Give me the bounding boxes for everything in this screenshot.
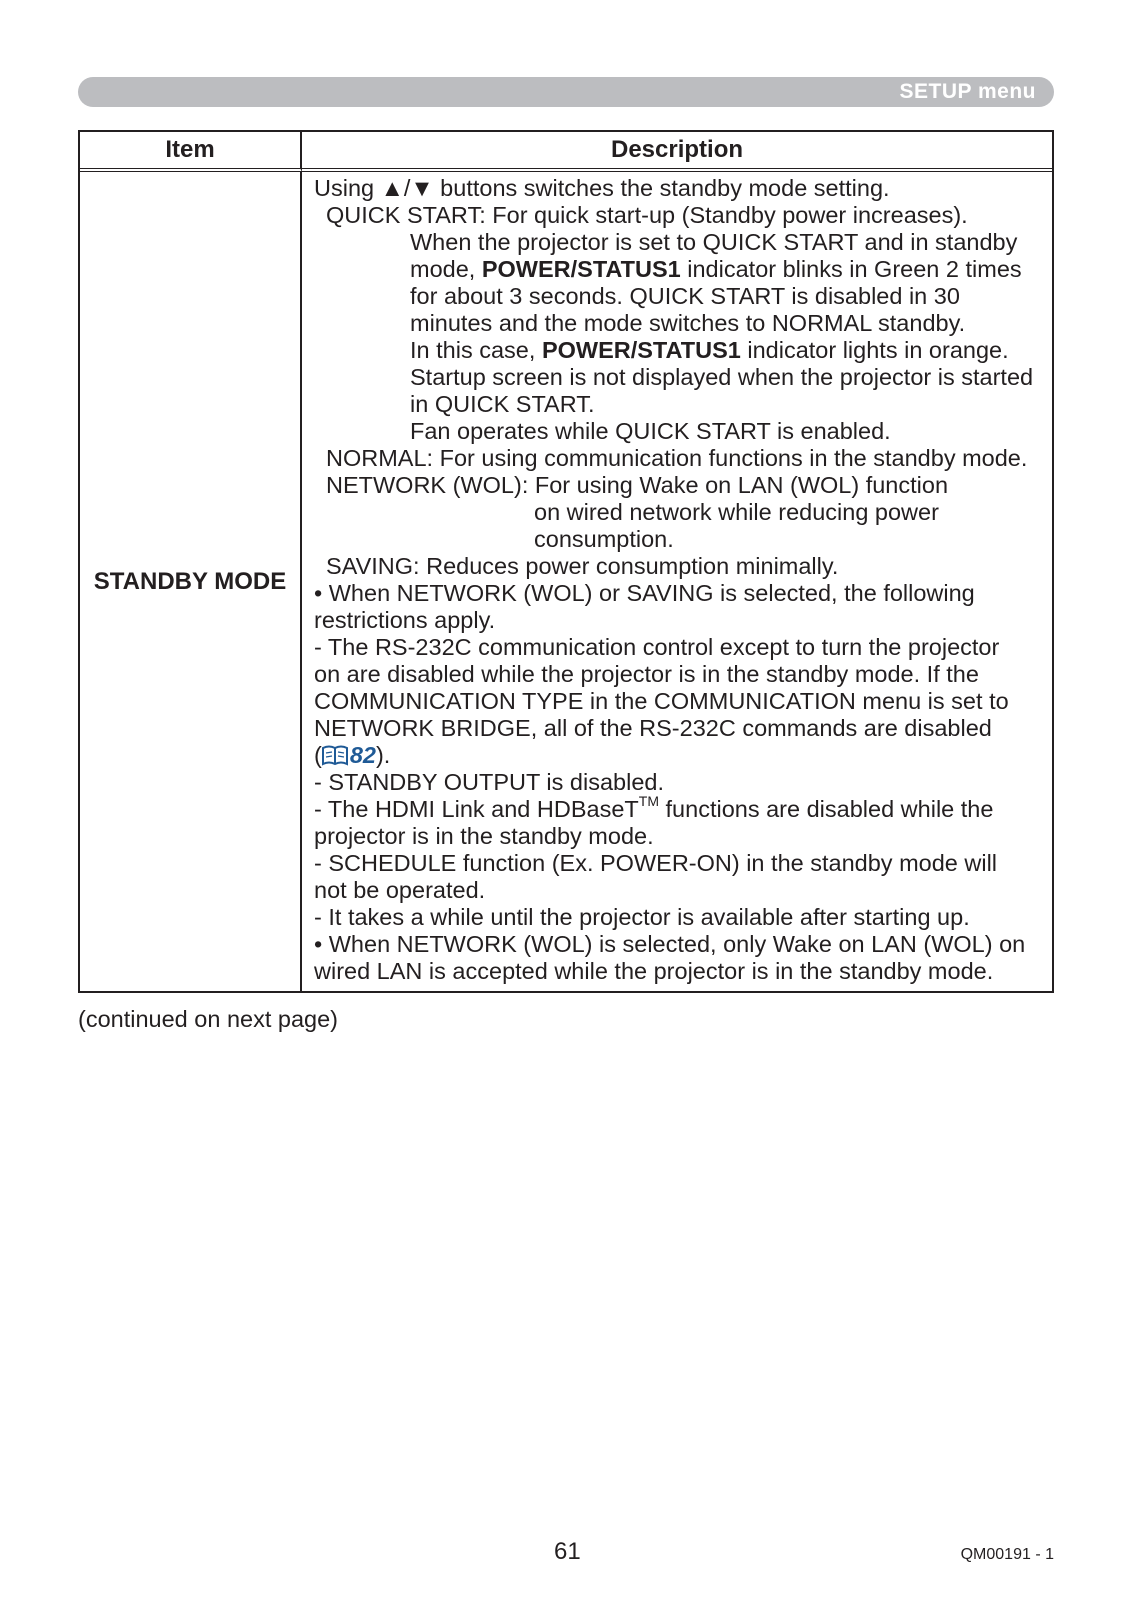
desc-line: - SCHEDULE function (Ex. POWER-ON) in the standby mode will (314, 850, 998, 876)
desc-text: - The HDMI Link and HDBaseT (314, 796, 639, 822)
desc-line: on are disabled while the projector is in the standby mode. If the (314, 661, 979, 687)
desc-line: on wired network while reducing power (534, 499, 939, 525)
desc-line: NETWORK BRIDGE, all of the RS-232C commands are disabled (314, 715, 992, 741)
desc-line: not be operated. (314, 877, 486, 903)
desc-line: projector is in the standby mode. (314, 823, 654, 849)
page-number: 61 (554, 1538, 581, 1565)
desc-line: NETWORK (WOL): For using Wake on LAN (WOL) function (326, 472, 949, 498)
page-reference-link[interactable] (322, 742, 376, 768)
continued-note: (continued on next page) (78, 1006, 338, 1032)
document-code: QM00191 - 1 (960, 1546, 1054, 1563)
desc-line: in QUICK START. (410, 391, 595, 417)
section-title: SETUP menu (899, 80, 1036, 103)
desc-text: indicator lights in orange. (740, 337, 1009, 363)
desc-line: • When NETWORK (WOL) is selected, only Wake on LAN (WOL) on (314, 931, 1026, 957)
desc-line: COMMUNICATION TYPE in the COMMUNICATION menu is set to (314, 688, 1009, 714)
desc-line: consumption. (534, 526, 674, 552)
desc-text: mode, (410, 256, 482, 282)
desc-text: ). (375, 742, 391, 768)
desc-line (314, 793, 1044, 823)
desc-line: NORMAL: For using communication functions in the standby mode. (326, 445, 1028, 471)
desc-line: • When NETWORK (WOL) or SAVING is selected, the following (314, 580, 975, 606)
desc-line: restrictions apply. (314, 607, 496, 633)
desc-line: wired LAN is accepted while the projector is in the standby mode. (314, 958, 994, 984)
desc-line: When the projector is set to QUICK START and in standby (410, 229, 1018, 255)
trademark-mark: TM (638, 793, 659, 809)
desc-line: - STANDBY OUTPUT is disabled. (314, 769, 664, 795)
book-icon (322, 744, 348, 766)
desc-text: ( (314, 742, 322, 768)
desc-line: - The RS-232C communication control except to turn the projector (314, 634, 1000, 660)
desc-text: functions are disabled while the (659, 796, 994, 822)
desc-line: QUICK START: For quick start-up (Standby power increases). (326, 202, 968, 228)
desc-line: for about 3 seconds. QUICK START is disabled in 30 (410, 283, 960, 309)
desc-line: SAVING: Reduces power consumption minimally. (326, 553, 839, 579)
desc-line: Fan operates while QUICK START is enabled. (410, 418, 891, 444)
indicator-name: POWER/STATUS1 (541, 337, 741, 363)
item-name: STANDBY MODE (80, 172, 302, 991)
desc-line (314, 337, 1044, 364)
desc-line: Using ▲/▼ buttons switches the standby mode setting. (314, 175, 890, 201)
desc-text: indicator blinks in Green 2 times (680, 256, 1022, 282)
indicator-name: POWER/STATUS1 (481, 256, 681, 282)
desc-line: - It takes a while until the projector is available after starting up. (314, 904, 970, 930)
desc-line: Startup screen is not displayed when the projector is started (410, 364, 1034, 390)
desc-line (314, 742, 1044, 769)
page-reference-number: 82 (349, 742, 376, 768)
setup-menu-table (78, 130, 1054, 993)
desc-line: minutes and the mode switches to NORMAL standby. (410, 310, 966, 336)
column-header-description: Description (302, 132, 1052, 172)
table-row (80, 172, 1052, 991)
section-header-bar (78, 77, 1054, 107)
table-header-row (80, 132, 1052, 172)
desc-line (314, 256, 1044, 283)
column-header-item: Item (80, 132, 302, 172)
item-description (302, 172, 1052, 991)
desc-text: In this case, (410, 337, 542, 363)
